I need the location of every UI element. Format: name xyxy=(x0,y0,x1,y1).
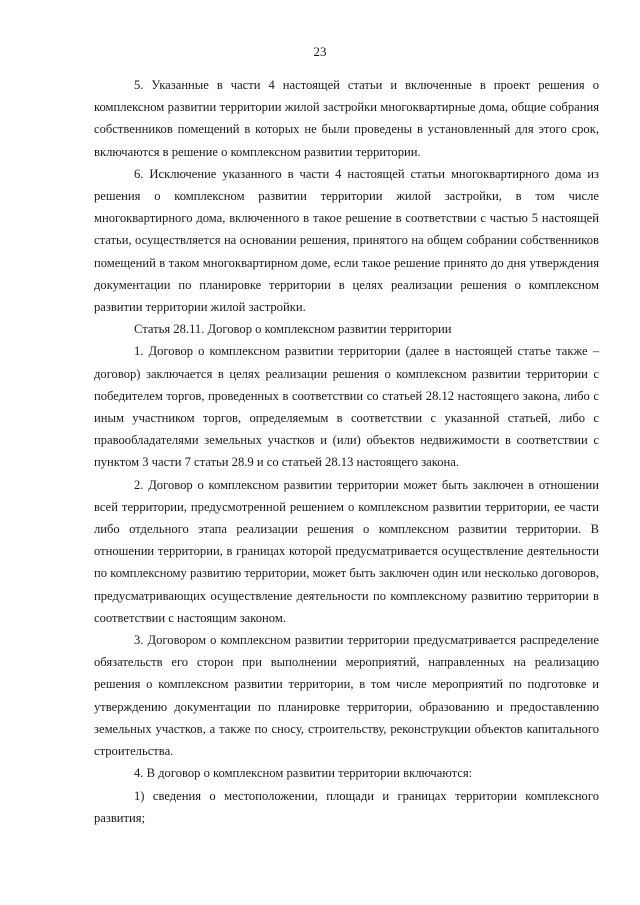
paragraph-article-2: 2. Договор о комплексном развитии территории может быть заключен в отношении всей территории, предусмотренной решением о комплексном развитии территории, ее части либо отдельного этапа реализации решения о комплексном развитии территории. В отношении территории, в границах которой предусматривается осуществление деятельности по комплексному развитию территории, может быть заключен один или несколько договоров, предусматривающих осуществление деятельности по комплексному развитию территории в соответствии с настоящим законом. xyxy=(94,477,599,625)
page-number: 23 xyxy=(313,44,327,59)
paragraph-article-3: 3. Договором о комплексном развитии территории предусматривается распределение обязательств его сторон при выполнении мероприятий, направленных на реализацию решения о комплексном развитии территории, в том числе мероприятий по подготовке и утверждению документации по планировке территории, образованию и предоставлению земельных участков, а также по сносу, строительству, реконструкции объектов капитального строительства. xyxy=(94,633,599,759)
paragraph-article-1: 1. Договор о комплексном развитии территории (далее в настоящей статье также – договор) заключается в целях реализации решения о комплексном развитии территории с победителем торгов, проведенных в соответствии со статьей 28.12 настоящего закона, либо с иным участником торгов, определяемым в соответствии с указанной статьей, либо с правообладателями земельных участков и (или) объектов недвижимости в соответствии с пунктом 3 части 7 статьи 28.9 и со статьей 28.13 настоящего закона. xyxy=(94,344,599,470)
paragraph-5: 5. Указанные в части 4 настоящей статьи и включенные в проект решения о комплексном развитии территории жилой застройки многоквартирные дома, общие собрания собственников помещений в которых не были проведены в установленный для этого срок, включаются в решение о комплексном развитии территории. xyxy=(94,78,599,159)
article-heading: Статья 28.11. Договор о комплексном развитии территории xyxy=(134,322,452,337)
list-item-1: 1) сведения о местоположении, площади и границах территории комплексного развития; xyxy=(94,788,599,825)
paragraph-article-4: 4. В договор о комплексном развитии территории включаются: xyxy=(134,766,473,781)
document-body xyxy=(94,74,599,829)
paragraph-6: 6. Исключение указанного в части 4 настоящей статьи многоквартирного дома из решения о комплексном развитии территории жилой застройки, в том числе многоквартирного дома, включенного в такое решение в соответствии с частью 5 настоящей статьи, осуществляется на основании решения, принятого на общем собрании собственников помещений в таком многоквартирном доме, если такое решение принято до дня утверждения документации по планировке территории в целях реализации решения о комплексном развитии территории жилой застройки. xyxy=(94,166,599,315)
